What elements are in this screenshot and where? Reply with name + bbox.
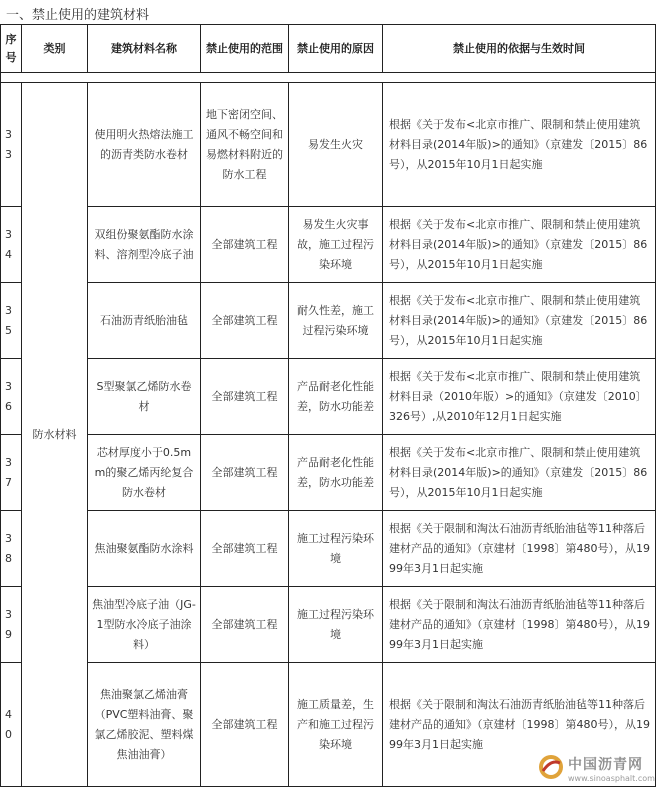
row-number: 33 [1,83,22,207]
section-title: 一、禁止使用的建筑材料 [6,8,150,23]
banned-materials-table [0,24,656,787]
ban-reason: 易发生火灾 [289,83,383,207]
table-row [1,207,656,283]
ban-scope: 全部建筑工程 [201,435,289,511]
ban-basis: 根据《关于限制和淘汰石油沥青纸胎油毡等11种落后建材产品的通知》（京建材〔1998〕第480号），从1999年3月1日起实施 [383,663,656,787]
ban-reason: 施工过程污染环境 [289,587,383,663]
header-scope: 禁止使用的范围 [201,25,289,73]
material-name: 焦油聚氨酯防水涂料 [88,511,201,587]
ban-scope: 全部建筑工程 [201,663,289,787]
table-row [1,435,656,511]
material-name: 焦油型冷底子油（JG-1型防水冷底子油涂料） [88,587,201,663]
table-row [1,283,656,359]
ban-scope: 全部建筑工程 [201,359,289,435]
category-cell: 防水材料 [22,83,88,787]
header-basis: 禁止使用的依据与生效时间 [383,25,656,73]
ban-scope: 全部建筑工程 [201,587,289,663]
ban-basis: 根据《关于限制和淘汰石油沥青纸胎油毡等11种落后建材产品的通知》（京建材〔1998〕第480号），从1999年3月1日起实施 [383,587,656,663]
ban-basis: 根据《关于发布<北京市推广、限制和禁止使用建筑材料目录（2010年版）>的通知》（京建发〔2010〕326号）,从2010年12月1日起实施 [383,359,656,435]
row-number: 36 [1,359,22,435]
header-seq: 序号 [1,25,22,73]
ban-reason: 产品耐老化性能差，防水功能差 [289,435,383,511]
table-row [1,511,656,587]
row-number: 39 [1,587,22,663]
header-name: 建筑材料名称 [88,25,201,73]
ban-basis: 根据《关于发布<北京市推广、限制和禁止使用建筑材料目录(2014年版)>的通知》（京建发〔2015〕86号），从2015年10月1日起实施 [383,283,656,359]
ban-scope: 全部建筑工程 [201,283,289,359]
header-category: 类别 [22,25,88,73]
ban-basis: 根据《关于限制和淘汰石油沥青纸胎油毡等11种落后建材产品的通知》（京建材〔1998〕第480号），从1999年3月1日起实施 [383,511,656,587]
row-number: 34 [1,207,22,283]
material-name: S型聚氯乙烯防水卷材 [88,359,201,435]
material-name: 石油沥青纸胎油毡 [88,283,201,359]
watermark [538,750,654,794]
ban-basis: 根据《关于发布<北京市推广、限制和禁止使用建筑材料目录(2014年版)>的通知》（京建发〔2015〕86号），从2015年10月1日起实施 [383,207,656,283]
watermark-site-name: 中国沥青网 [568,757,643,773]
header-reason: 禁止使用的原因 [289,25,383,73]
watermark-url: www.sinoasphalt.com [568,774,655,783]
asphalt-logo-icon [538,754,564,780]
row-number: 35 [1,283,22,359]
ban-basis: 根据《关于发布<北京市推广、限制和禁止使用建筑材料目录(2014年版)>的通知》（京建发〔2015〕86号），从2015年10月1日起实施 [383,435,656,511]
table-row [1,359,656,435]
spacer-row [1,73,656,83]
ban-scope: 地下密闭空间、通风不畅空间和易燃材料附近的防水工程 [201,83,289,207]
row-number: 38 [1,511,22,587]
ban-reason: 易发生火灾事故，施工过程污染环境 [289,207,383,283]
row-number: 40 [1,663,22,787]
ban-basis: 根据《关于发布<北京市推广、限制和禁止使用建筑材料目录(2014年版)>的通知》（京建发〔2015〕86号），从2015年10月1日起实施 [383,83,656,207]
ban-reason: 施工质量差，生产和施工过程污染环境 [289,663,383,787]
table-row [1,83,656,207]
ban-reason: 产品耐老化性能差，防水功能差 [289,359,383,435]
ban-reason: 施工过程污染环境 [289,511,383,587]
ban-scope: 全部建筑工程 [201,207,289,283]
material-name: 双组份聚氨酯防水涂料、溶剂型冷底子油 [88,207,201,283]
ban-reason: 耐久性差，施工过程污染环境 [289,283,383,359]
row-number: 37 [1,435,22,511]
table-row [1,587,656,663]
table-header-row [1,25,656,73]
ban-scope: 全部建筑工程 [201,511,289,587]
material-name: 芯材厚度小于0.5mm的聚乙烯丙纶复合防水卷材 [88,435,201,511]
material-name: 焦油聚氯乙烯油膏（PVC塑料油膏、聚氯乙烯胶泥、塑料煤焦油油膏） [88,663,201,787]
material-name: 使用明火热熔法施工的沥青类防水卷材 [88,83,201,207]
